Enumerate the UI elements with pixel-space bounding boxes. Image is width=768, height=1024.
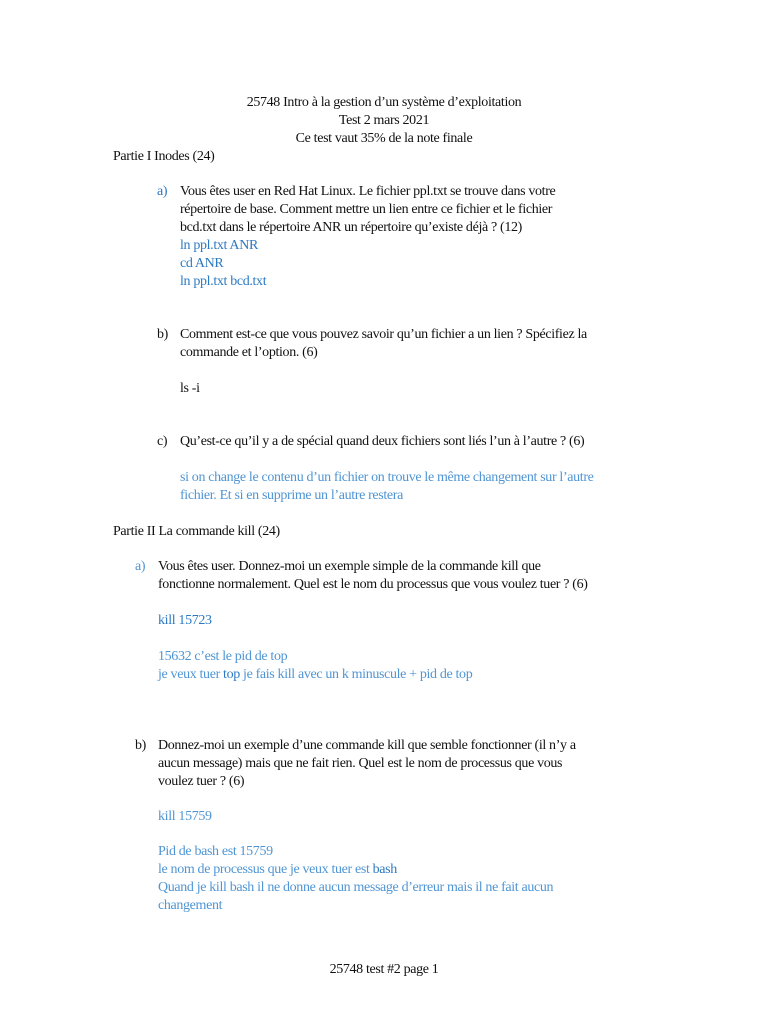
part2-b-marker: b) xyxy=(135,738,146,753)
part1-b-question-line: Comment est-ce que vous pouvez savoir qu’un fichier a un lien ? Spécifiez la xyxy=(180,327,587,342)
part2-a-question-line: fonctionne normalement. Quel est le nom du processus que vous voulez tuer ? (6) xyxy=(158,577,588,592)
part2-b-answer-command: kill 15759 xyxy=(158,809,212,824)
part1-b-marker: b) xyxy=(157,327,168,342)
part2-title: Partie II La commande kill (24) xyxy=(113,524,280,539)
part2-b-note: Pid de bash est 15759 xyxy=(158,844,273,859)
part2-a-note xyxy=(158,666,472,684)
part1-c-answer-line: fichier. Et si en supprime un l’autre restera xyxy=(180,488,403,503)
part2-a-marker: a) xyxy=(135,559,146,574)
page-footer: 25748 test #2 page 1 xyxy=(329,962,439,977)
part2-b-question-line: aucun message) mais que ne fait rien. Quel est le nom de processus que vous xyxy=(158,756,563,771)
part2-b-note: changement xyxy=(158,898,223,913)
part1-b-answer: ls -i xyxy=(180,381,200,396)
part2-b-question-line: voulez tuer ? (6) xyxy=(158,774,245,789)
part2-b-note xyxy=(158,861,397,879)
course-title: 25748 Intro à la gestion d’un système d’exploitation xyxy=(246,95,522,110)
part1-a-marker: a) xyxy=(157,184,168,199)
part2-b-note-text: le nom de processus que je veux tuer est xyxy=(158,862,373,877)
part1-a-question-line: bcd.txt dans le répertoire ANR un répertoire qu’existe déjà ? (12) xyxy=(180,220,522,235)
part2-b-note: Quand je kill bash il ne donne aucun message d’erreur mais il ne fait aucun xyxy=(158,880,554,895)
part1-a-question-line: Vous êtes user en Red Hat Linux. Le fichier ppl.txt se trouve dans votre xyxy=(180,184,556,199)
part2-a-note: 15632 c’est le pid de top xyxy=(158,649,288,664)
part1-c-answer-line: si on change le contenu d’un fichier on trouve le même changement sur l’autre xyxy=(180,470,594,485)
part2-b-question-line: Donnez-moi un exemple d’une commande kill que semble fonctionner (il n’y a xyxy=(158,738,576,753)
part1-b-question-line: commande et l’option. (6) xyxy=(180,345,318,360)
part2-a-note-process-name: top xyxy=(223,667,240,682)
part1-title: Partie I Inodes (24) xyxy=(113,149,215,164)
part1-a-question-line: répertoire de base. Comment mettre un lien entre ce fichier et le fichier xyxy=(180,202,553,217)
part2-a-note-text: je fais kill avec un k minuscule + pid de top xyxy=(239,667,473,682)
part1-a-answer-line: cd ANR xyxy=(180,256,224,271)
part1-a-answer-line: ln ppl.txt ANR xyxy=(180,238,258,253)
part2-a-question-line: Vous êtes user. Donnez-moi un exemple simple de la commande kill que xyxy=(158,559,541,574)
test-date: Test 2 mars 2021 xyxy=(338,113,430,128)
part2-a-answer-command: kill 15723 xyxy=(158,613,212,628)
part1-c-marker: c) xyxy=(157,434,168,449)
test-weight: Ce test vaut 35% de la note finale xyxy=(295,131,473,146)
part2-a-note-text: je veux tuer xyxy=(158,667,224,682)
part1-c-question: Qu’est-ce qu’il y a de spécial quand deux fichiers sont liés l’un à l’autre ? (6) xyxy=(180,434,585,449)
part2-b-note-process-name: bash xyxy=(372,862,397,877)
part1-a-answer-line: ln ppl.txt bcd.txt xyxy=(180,274,267,289)
